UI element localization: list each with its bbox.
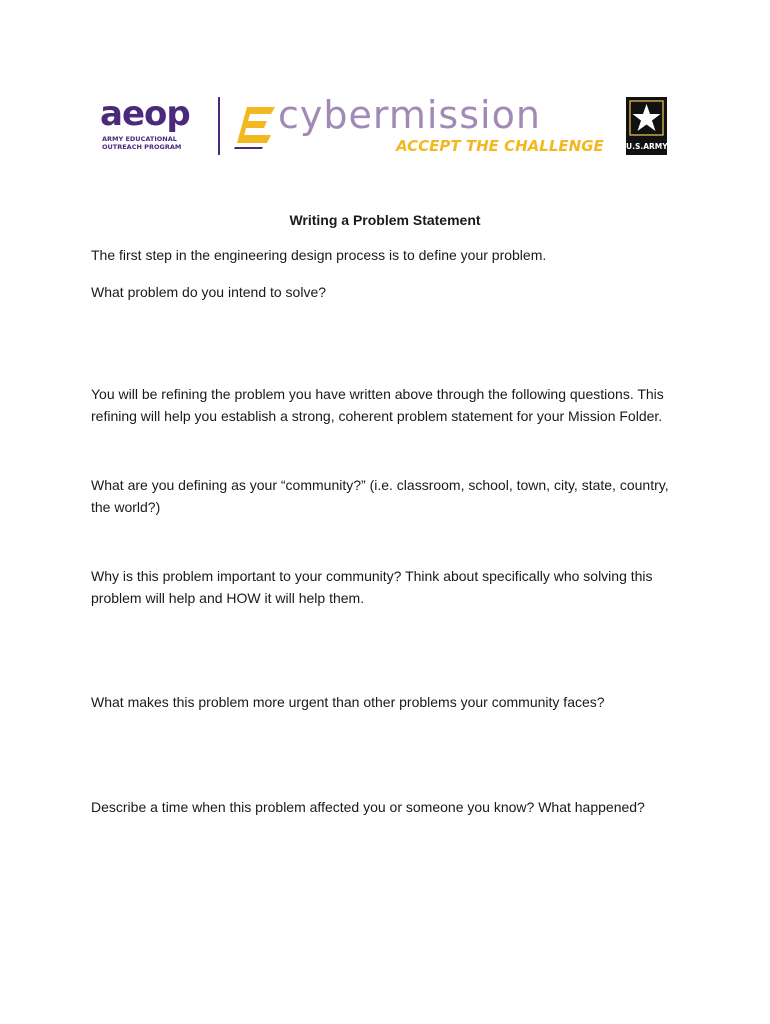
paragraph-intro: The first step in the engineering design process is to define your problem. bbox=[91, 247, 547, 263]
aeop-logo-text: aeop bbox=[100, 94, 190, 134]
question-experience: Describe a time when this problem affected you or someone you know? What happened? bbox=[91, 799, 645, 815]
question-community: What are you defining as your “community?” (i.e. classroom, school, town, city, state, country, the world?) bbox=[91, 477, 669, 515]
ecybermission-wordmark: cybermission bbox=[278, 93, 541, 137]
army-star-icon bbox=[629, 100, 664, 136]
aeop-logo bbox=[100, 94, 208, 155]
question-problem: What problem do you intend to solve? bbox=[91, 284, 327, 300]
paragraph-refining: You will be refining the problem you have written above through the following questions. This refining will help you establish a strong, coherent problem statement for your Mission Folder. bbox=[91, 386, 664, 424]
aeop-subtitle: ARMY EDUCATIONAL OUTREACH PROGRAM bbox=[102, 135, 182, 151]
ecybermission-e-mark-icon bbox=[233, 103, 277, 151]
logo-divider bbox=[218, 97, 220, 155]
army-logo-text: U.S.ARMY bbox=[626, 142, 668, 151]
header-logos bbox=[100, 95, 670, 160]
question-importance: Why is this problem important to your community? Think about specifically who solving this problem will help and HOW it will help them. bbox=[91, 568, 653, 606]
document-title: Writing a Problem Statement bbox=[289, 212, 481, 228]
us-army-logo bbox=[626, 97, 667, 155]
ecybermission-tagline: ACCEPT THE CHALLENGE bbox=[396, 137, 604, 155]
question-urgency: What makes this problem more urgent than other problems your community faces? bbox=[91, 694, 605, 710]
